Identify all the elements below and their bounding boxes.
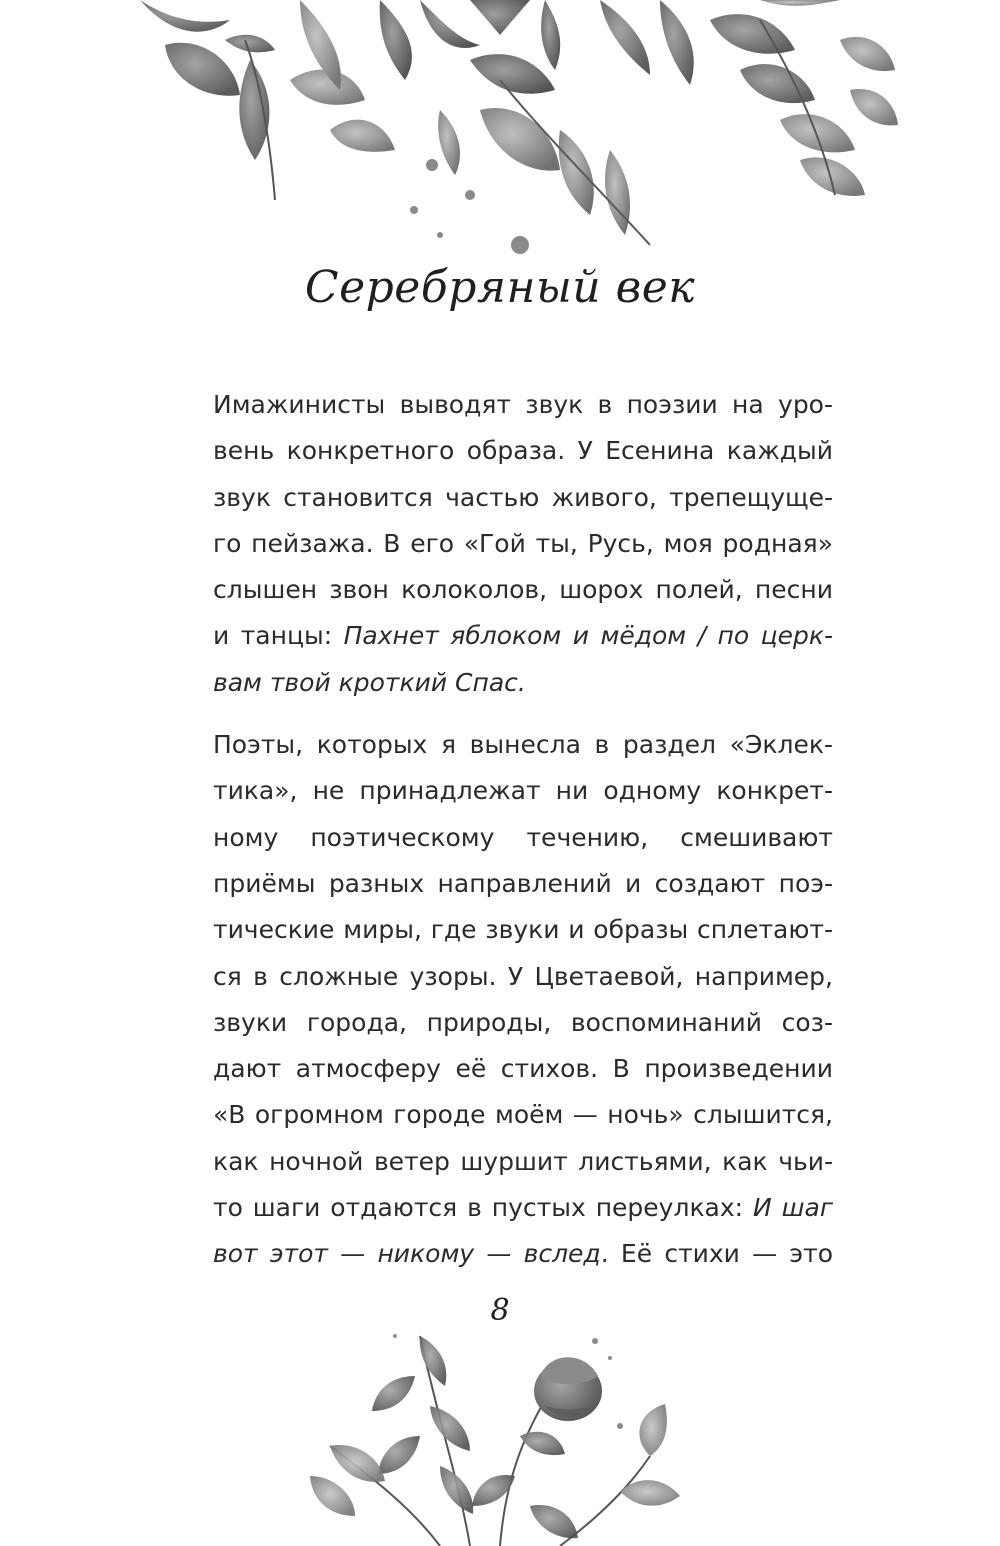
text-line: го пейзажа. В его «Гой ты, Русь, моя родная» — [213, 528, 833, 558]
text-line: звуки города, природы, воспоминаний соз- — [213, 1007, 833, 1037]
poem-quote: Пахнет яблоком и мёдом / по церк- — [343, 621, 833, 651]
poem-quote: И шаг — [753, 1193, 834, 1223]
text-line: ному поэтическому течению, смешивают — [213, 822, 833, 852]
text-line: приёмы разных направлений и создают поэ- — [213, 868, 833, 898]
text-fragment: и танцы: — [213, 621, 344, 651]
text-line: дают атмосферу её стихов. В произведении — [213, 1054, 833, 1084]
body-text — [213, 382, 833, 1294]
text-line — [213, 660, 833, 706]
text-line: ся в сложные узоры. У Цветаевой, например, — [213, 961, 833, 991]
poem-quote: вам твой кроткий Спас. — [213, 667, 526, 697]
bottom-flower-ornament-icon — [0, 1316, 1000, 1546]
text-line: слышен звон колоколов, шорох полей, песни — [213, 575, 833, 605]
text-fragment: то шаги отдаются в пустых переулках: — [213, 1193, 754, 1223]
text-line: Поэты, которых я вынесла в раздел «Эклек- — [213, 730, 833, 760]
text-line — [213, 1231, 833, 1277]
text-line: вень конкретного образа. У Есенина каждый — [213, 436, 833, 466]
paragraph-1 — [213, 382, 833, 706]
text-line — [213, 613, 833, 659]
text-line: тические миры, где звуки и образы сплетают- — [213, 915, 833, 945]
text-line: «В огромном городе моём — ночь» слышится, — [213, 1100, 833, 1130]
text-line: звук становится частью живого, трепещуще- — [213, 482, 833, 512]
paragraph-2 — [213, 722, 833, 1278]
page-number: 8 — [490, 1293, 510, 1328]
top-leaf-ornament-icon — [0, 0, 1000, 260]
text-line: как ночной ветер шуршит листьями, как чьи- — [213, 1146, 833, 1176]
poem-quote: вот этот — никому — вслед — [213, 1239, 601, 1269]
text-line — [213, 1185, 833, 1231]
running-head-title: Серебряный век — [304, 262, 696, 313]
text-line: тика», не принадлежат ни одному конкрет- — [213, 776, 833, 806]
text-fragment: . Её стихи — это — [600, 1239, 833, 1269]
text-line: Имажинисты выводят звук в поэзии на уро- — [213, 390, 833, 419]
